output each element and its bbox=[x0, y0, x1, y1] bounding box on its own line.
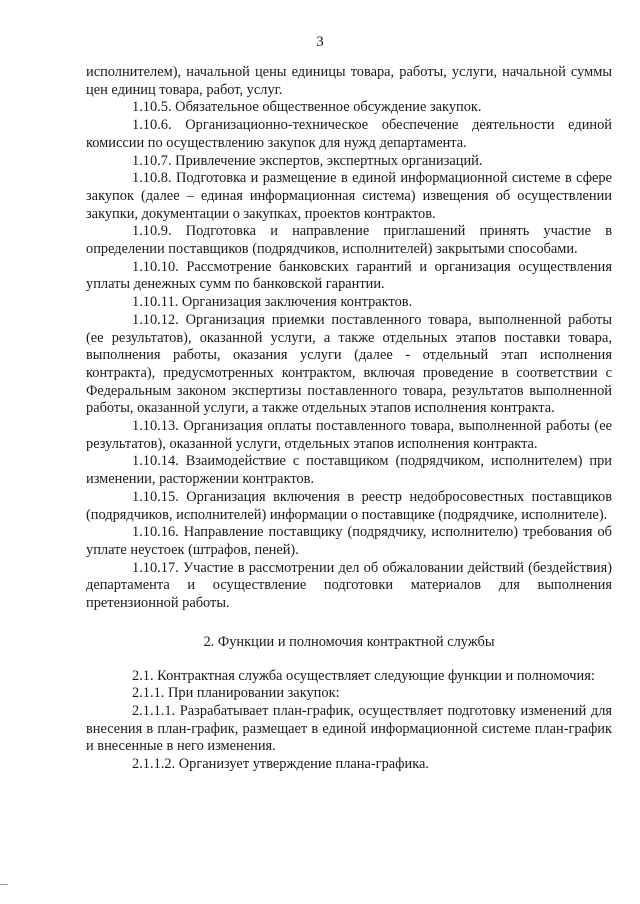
paragraph-1-10-13: 1.10.13. Организация оплаты поставленного товара, выполненной работы (ее результатов), оказанной услуги, отдельных этапов исполнения контракта. bbox=[86, 418, 612, 452]
paragraph-1-10-17: 1.10.17. Участие в рассмотрении дел об обжаловании действий (бездействия) департамента и осуществление подготовки материалов для выполнения претензионной работы. bbox=[86, 559, 612, 612]
paragraph-1-10-10: 1.10.10. Рассмотрение банковских гарантий и организация осуществления уплаты денежных сумм по банковской гарантии. bbox=[86, 258, 612, 293]
section-heading: 2. Функции и полномочия контрактной службы bbox=[203, 633, 495, 650]
scan-edge-mark bbox=[0, 884, 8, 885]
paragraph-2-1-1-1: 2.1.1.1. Разрабатывает план-график, осуществляет подготовку изменений для внесения в план-график, размещает в единой информационной системе план-график и внесенные в него изменения. bbox=[86, 702, 612, 755]
page-number: 3 bbox=[316, 34, 324, 50]
paragraph-1-10-8: 1.10.8. Подготовка и размещение в единой информационной системе в сфере закупок (далее – единая информационная система) извещения об осуществлении закупки, документации о закупках, проектов контрактов. bbox=[86, 170, 612, 222]
paragraph-1-10-9: 1.10.9. Подготовка и направление приглашений принять участие в определении поставщиков (подрядчиков, исполнителей) закрытыми способами. bbox=[86, 223, 612, 258]
paragraph-1-10-11: 1.10.11. Организация заключения контрактов. bbox=[132, 294, 413, 311]
paragraph-1-10-16: 1.10.16. Направление поставщику (подрядчику, исполнителю) требования об уплате неустоек (штрафов, пеней). bbox=[86, 524, 612, 558]
paragraph-1-10-6: 1.10.6. Организационно-техническое обеспечение деятельности единой комиссии по осуществлению закупок для нужд департамента. bbox=[86, 117, 612, 151]
document-body bbox=[86, 64, 612, 774]
paragraph-1-10-7: 1.10.7. Привлечение экспертов, экспертных организаций. bbox=[132, 152, 483, 169]
paragraph-1-10-5: 1.10.5. Обязательное общественное обсуждение закупок. bbox=[132, 99, 482, 116]
paragraph-1-10-14: 1.10.14. Взаимодействие с поставщиком (подрядчиком, исполнителем) при изменении, расторжении контрактов. bbox=[86, 453, 612, 488]
paragraph-1-10-12: 1.10.12. Организация приемки поставленного товара, выполненной работы (ее результатов), оказанной услуги, а также отдельных этапов поставки товара, выполнения работы, оказания услуги (далее - отдельный этап исполнения контракта), предусмотренных контрактом, включая проведение в соответствии с Федеральным законом экспертизы поставленного товара, результатов выполненной работы, оказанной услуги, а также отдельных этапов исполнения контракта. bbox=[86, 311, 612, 417]
paragraph-2-1: 2.1. Контрактная служба осуществляет следующие функции и полномочия: bbox=[132, 667, 595, 684]
paragraph-continuation: исполнителем), начальной цены единицы товара, работы, услуги, начальной суммы цен единиц товара, работ, услуг. bbox=[86, 64, 612, 98]
paragraph-1-10-15: 1.10.15. Организация включения в реестр недобросовестных поставщиков (подрядчиков, исполнителей) информации о поставщике (подрядчике, исполнителе). bbox=[86, 488, 612, 523]
paragraph-2-1-1-2: 2.1.1.2. Организует утверждение плана-графика. bbox=[132, 756, 429, 773]
paragraph-2-1-1: 2.1.1. При планировании закупок: bbox=[132, 685, 340, 702]
